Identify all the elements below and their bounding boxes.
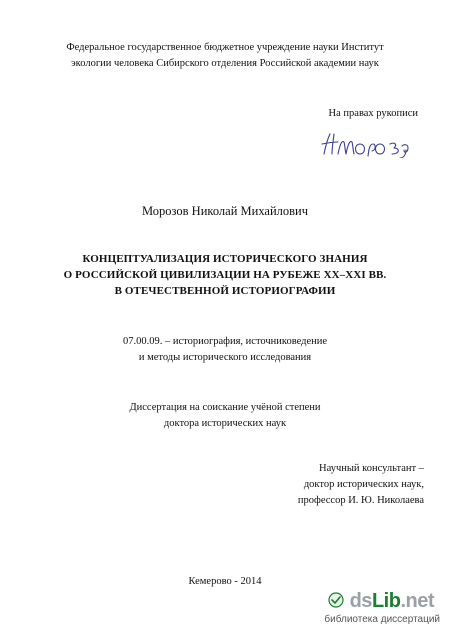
handwritten-signature — [318, 130, 418, 158]
title-line-1: КОНЦЕПТУАЛИЗАЦИЯ ИСТОРИЧЕСКОГО ЗНАНИЯ — [82, 253, 368, 265]
dslib-logo-lib: Lib — [371, 590, 401, 612]
advisor-line-3: профессор И. Ю. Николаева — [297, 495, 424, 506]
title-line-3: В ОТЕЧЕСТВЕННОЙ ИСТОРИОГРАФИИ — [114, 285, 336, 297]
specialty-line-1: 07.00.09. – историография, источниковедение — [122, 336, 328, 347]
advisor-line-1: Научный консультант – — [319, 463, 424, 474]
dslib-logo-ds: ds — [349, 590, 372, 612]
author-name: Морозов Николай Михайлович — [141, 204, 309, 218]
institution-line-1: Федеральное государственное бюджетное учреждение науки Институт — [66, 42, 384, 53]
institution-line-2: экологии человека Сибирского отделения Российской академии наук — [71, 58, 379, 69]
dslib-logo-dot: . — [400, 590, 406, 612]
specialty-line-2: и методы исторического исследования — [138, 352, 312, 363]
dslib-logo-net: net — [405, 590, 434, 612]
advisor-line-2: доктор исторических наук, — [303, 479, 424, 490]
dslib-badge-icon — [328, 592, 344, 608]
city-year: Кемерово - 2014 — [188, 576, 262, 587]
title-line-2: О РОССИЙСКОЙ ЦИВИЛИЗАЦИИ НА РУБЕЖЕ XX–XXI ВВ. — [63, 269, 387, 281]
degree-line-2: доктора исторических наук — [163, 418, 287, 429]
dslib-logo — [350, 590, 434, 612]
manuscript-note: На правах рукописи — [328, 108, 418, 119]
dslib-watermark — [324, 590, 442, 630]
degree-line-1: Диссертация на соискание учёной степени — [129, 402, 321, 413]
dslib-tagline: библиотека диссертаций — [324, 614, 440, 625]
